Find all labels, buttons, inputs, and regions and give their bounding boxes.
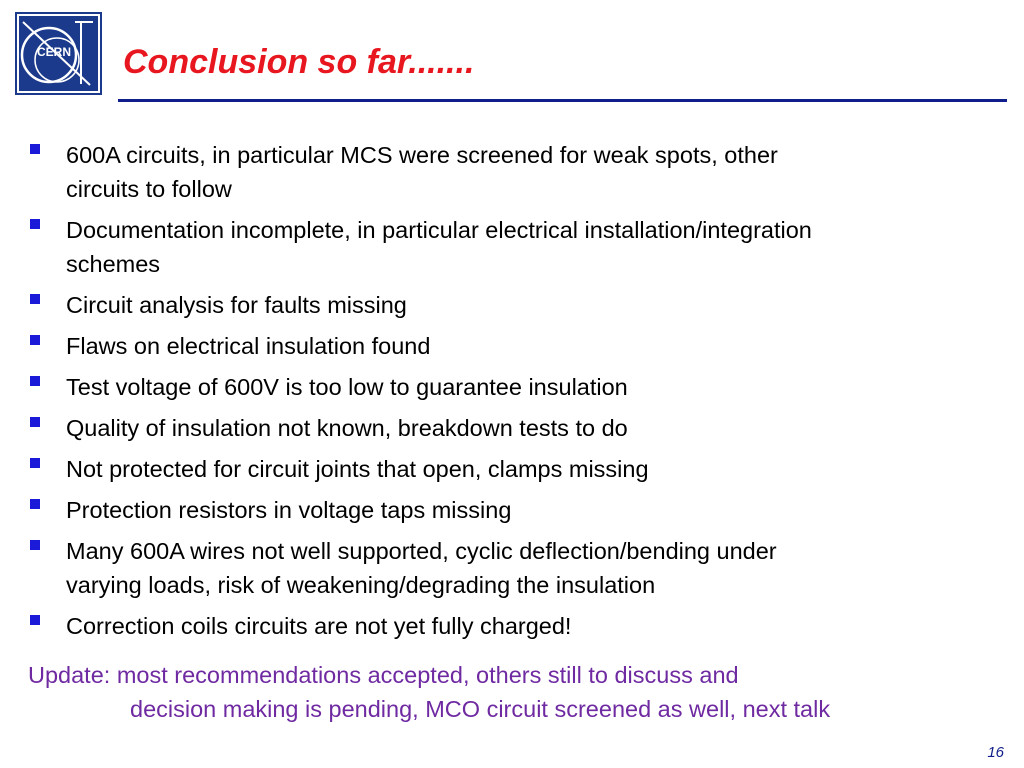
bullet-square-icon <box>30 144 40 154</box>
slide-title: Conclusion so far....... <box>123 43 475 81</box>
bullet-list <box>28 138 988 650</box>
logo-text: CERN <box>37 45 72 59</box>
bullet-square-icon <box>30 417 40 427</box>
bullet-item: Many 600A wires not well supported, cyclic deflection/bending under varying loads, risk of weakening/degrading the insulation <box>28 534 988 602</box>
update-line-2: decision making is pending, MCO circuit screened as well, next talk <box>130 696 831 722</box>
bullet-item: Documentation incomplete, in particular electrical installation/integration schemes <box>28 213 988 281</box>
bullet-square-icon <box>30 294 40 304</box>
update-note <box>28 658 1008 726</box>
bullet-item: Not protected for circuit joints that open, clamps missing <box>28 452 988 486</box>
bullet-square-icon <box>30 376 40 386</box>
bullet-item: Circuit analysis for faults missing <box>28 288 988 322</box>
bullet-item: 600A circuits, in particular MCS were screened for weak spots, other circuits to follow <box>28 138 988 206</box>
bullet-item: Test voltage of 600V is too low to guarantee insulation <box>28 370 988 404</box>
bullet-square-icon <box>30 540 40 550</box>
bullet-item: Correction coils circuits are not yet fully charged! <box>28 609 988 643</box>
bullet-item: Quality of insulation not known, breakdown tests to do <box>28 411 988 445</box>
title-divider <box>118 99 1007 102</box>
page-number: 16 <box>987 744 1004 761</box>
bullet-square-icon <box>30 335 40 345</box>
bullet-square-icon <box>30 615 40 625</box>
bullet-item: Flaws on electrical insulation found <box>28 329 988 363</box>
bullet-item: Protection resistors in voltage taps missing <box>28 493 988 527</box>
update-line-1: Update: most recommendations accepted, others still to discuss and <box>28 662 739 688</box>
bullet-square-icon <box>30 499 40 509</box>
cern-logo-icon <box>15 12 102 95</box>
bullet-square-icon <box>30 458 40 468</box>
bullet-square-icon <box>30 219 40 229</box>
cern-logo <box>15 12 102 95</box>
